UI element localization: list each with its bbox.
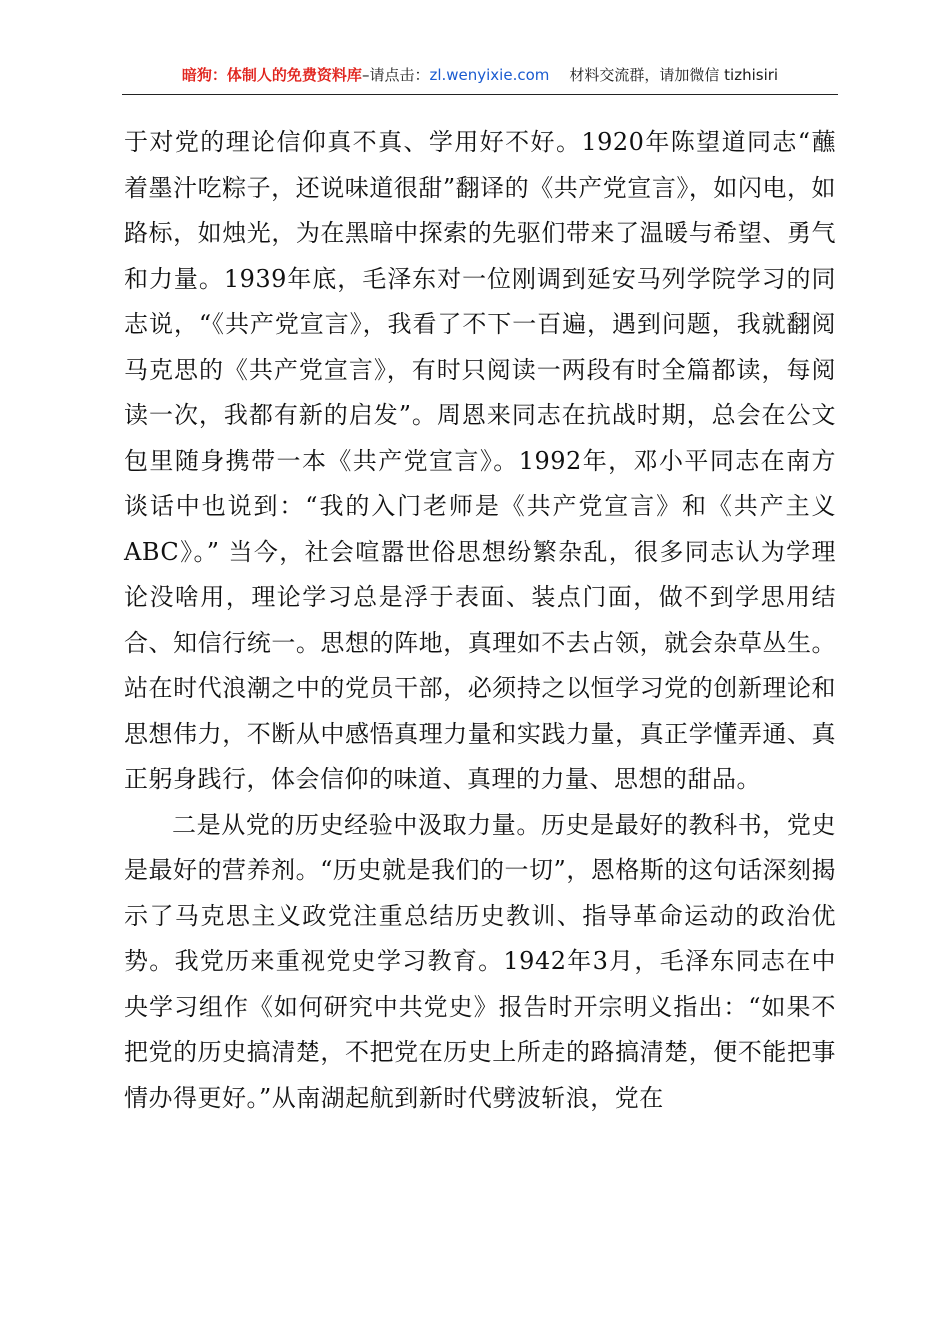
header-click-label: –请点击： — [361, 66, 430, 84]
header-contact: 材料交流群，请加微信 tizhisiri — [569, 66, 779, 84]
paragraph-continuation: 于对党的理论信仰真不真、学用好不好。1920年陈望道同志“蘸着墨汁吃粽子，还说味道很甜”翻译的《共产党宣言》，如闪电，如路标，如烛光，为在黑暗中探索的先驱们带来了温暖与希望、勇气和力量。1939年底，毛泽东对一位刚调到延安马列学院学习的同志说，“《共产党宣言》，我看了不下一百遍，遇到问题，我就翻阅马克思的《共产党宣言》，有时只阅读一两段有时全篇都读，每阅读一次，我都有新的启发”。周恩来同志在抗战时期，总会在公文包里随身携带一本《共产党宣言》。1992年，邓小平同志在南方谈话中也说到：“我的入门老师是《共产党宣言》和《共产主义ABC》。” 当今，社会喧嚣世俗思想纷繁杂乱，很多同志认为学理论没啥用，理论学习总是浮于表面、装点门面，做不到学思用结合、知信行统一。思想的阵地，真理如不去占领，就会杂草丛生。站在时代浪潮之中的党员干部，必须持之以恒学习党的创新理论和思想伟力，不断从中感悟真理力量和实践力量，真正学懂弄通、真正躬身践行，体会信仰的味道、真理的力量、思想的甜品。 — [124, 128, 836, 793]
header-brand: 暗狗：体制人的免费资料库 — [181, 66, 362, 84]
paragraph-history-section: 二是从党的历史经验中汲取力量。历史是最好的教科书，党史是最好的营养剂。“历史就是我们的一切”，恩格斯的这句话深刻揭示了马克思主义政党注重总结历史教训、指导革命运动的政治优势。我党历来重视党史学习教育。1942年3月，毛泽东同志在中央学习组作《如何研究中共党史》报告时开宗明义指出：“如果不把党的历史搞清楚，不把党在历史上所走的路搞清楚，便不能把事情办得更好。”从南湖起航到新时代劈波斩浪，党在 — [124, 810, 836, 1112]
page-header — [122, 62, 838, 95]
document-body — [124, 120, 836, 1121]
header-url-link[interactable]: zl.wenyixie.com — [429, 66, 550, 84]
